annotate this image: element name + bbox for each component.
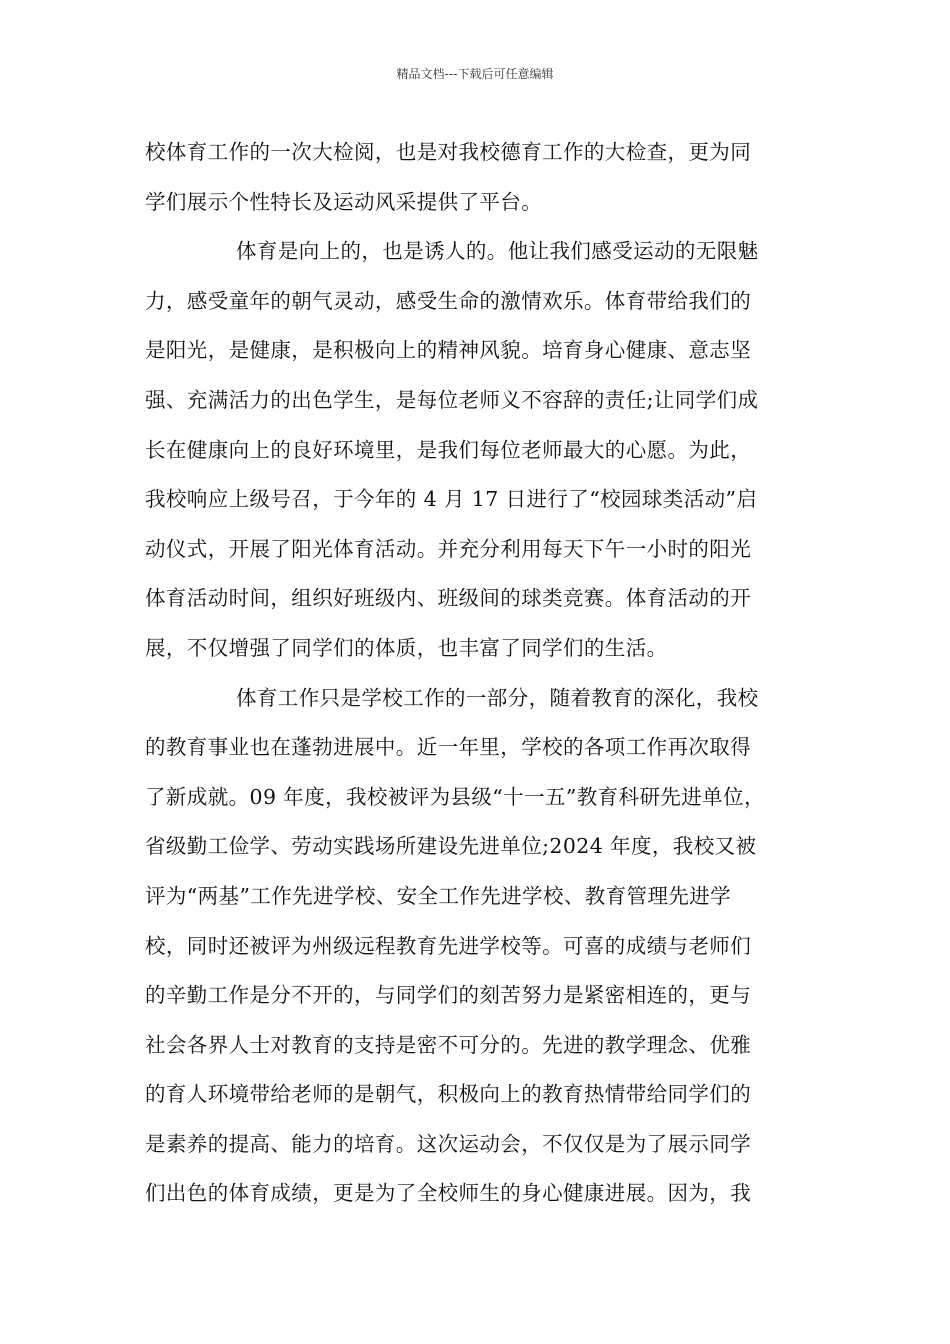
- text-line: 强、充满活力的出色学生，是每位老师义不容辞的责任;让同学们成: [145, 387, 759, 412]
- text-line: 省级勤工俭学、劳动实践场所建设先进单位;2024 年度，我校又被: [145, 834, 757, 859]
- text-line: 力，感受童年的朝气灵动，感受生命的激情欢乐。体育带给我们的: [145, 288, 752, 313]
- text-line: 了新成就。09 年度，我校被评为县级“十一五”教育科研先进单位，: [145, 784, 765, 809]
- text-line: 是阳光，是健康，是积极向上的精神风貌。培育身心健康、意志坚: [145, 338, 752, 363]
- text-line: 的辛勤工作是分不开的，与同学们的刻苦努力是紧密相连的，更与: [145, 983, 752, 1008]
- text-line: 的教育事业也在蓬勃进展中。近一年里，学校的各项工作再次取得: [145, 735, 752, 760]
- text-line: 展，不仅增强了同学们的体质，也丰富了同学们的生活。: [145, 635, 668, 660]
- text-line: 的育人环境带给老师的是朝气，积极向上的教育热情带给同学们的: [145, 1082, 752, 1107]
- text-line: 们出色的体育成绩，更是为了全校师生的身心健康进展。因为，我: [145, 1181, 752, 1206]
- document-body: [145, 132, 805, 1223]
- text-line: 体育活动时间，组织好班级内、班级间的球类竞赛。体育活动的开: [145, 586, 752, 611]
- page-header: 精品文档---下载后可任意编辑: [396, 67, 554, 81]
- text-line: 校体育工作的一次大检阅，也是对我校德育工作的大检查，更为同: [145, 140, 752, 164]
- paragraph-start-line: 体育是向上的，也是诱人的。他让我们感受运动的无限魅: [236, 239, 759, 264]
- text-line: 长在健康向上的良好环境里，是我们每位老师最大的心愿。为此，: [145, 437, 752, 462]
- text-line: 校，同时还被评为州级远程教育先进学校等。可喜的成绩与老师们: [145, 933, 752, 958]
- text-line: 学们展示个性特长及运动风采提供了平台。: [145, 189, 543, 214]
- text-line: 我校响应上级号召，于今年的 4 月 17 日进行了“校园球类活动”启: [145, 487, 758, 512]
- text-line: 社会各界人士对教育的支持是密不可分的。先进的教学理念、优雅: [145, 1032, 752, 1057]
- text-line: 动仪式，开展了阳光体育活动。并充分利用每天下午一小时的阳光: [145, 536, 752, 561]
- text-line: 是素养的提高、能力的培育。这次运动会，不仅仅是为了展示同学: [145, 1131, 752, 1156]
- text-line: 评为“两基”工作先进学校、安全工作先进学校、教育管理先进学: [145, 883, 732, 908]
- paragraph-start-line: 体育工作只是学校工作的一部分，随着教育的深化，我校: [236, 685, 759, 710]
